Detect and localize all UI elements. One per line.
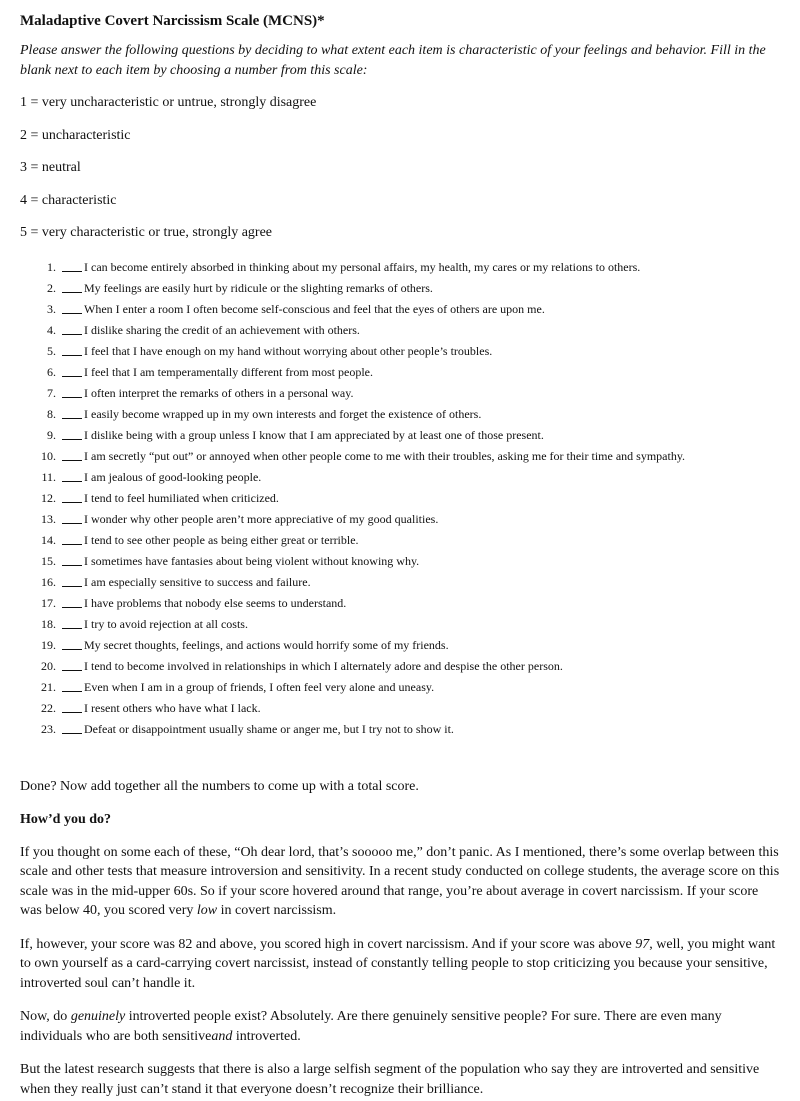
list-item [20,530,782,551]
answer-blank[interactable] [62,446,82,461]
item-number: 1. [47,259,56,274]
item-number: 19. [41,637,56,652]
list-item [20,425,782,446]
answer-blank[interactable] [62,530,82,545]
item-text: I am secretly “put out” or annoyed when other people come to me with their troubles, asking me for their time and sympathy. [84,448,686,463]
item-number: 21. [41,679,56,694]
list-item [20,446,782,467]
item-number: 16. [41,574,56,589]
item-number: 23. [41,721,56,736]
item-text: I am jealous of good-looking people. [84,469,262,484]
item-number: 13. [41,511,56,526]
emphasis-text: 97 [635,936,650,952]
item-number: 20. [41,658,56,673]
answer-blank[interactable] [62,341,82,356]
list-item [20,677,782,698]
list-item [20,299,782,320]
answer-blank[interactable] [62,488,82,503]
emphasis-text: and [211,1028,233,1044]
scale-option: 3 = neutral [20,160,81,175]
item-text: I sometimes have fantasies about being violent without knowing why. [84,553,420,568]
list-item [20,551,782,572]
item-text: I try to avoid rejection at all costs. [84,616,248,631]
answer-blank[interactable] [62,551,82,566]
list-item [20,320,782,341]
item-text: I feel that I have enough on my hand without worrying about other people’s troubles. [84,343,493,358]
list-item [20,593,782,614]
answer-blank[interactable] [62,719,82,734]
list-item [20,383,782,404]
instructions: Please answer the following questions by deciding to what extent each item is characteristic of your feelings and behavior. Fill in the blank next to each item by choosing a number from this scale: [20,43,766,78]
item-number: 17. [41,595,56,610]
answer-blank[interactable] [62,257,82,272]
item-text: My feelings are easily hurt by ridicule or the slighting remarks of others. [84,280,433,295]
item-number: 18. [41,616,56,631]
paragraph-text: If you thought on some each of these, “Oh dear lord, that’s sooooo me,” don’t panic. As I mentioned, there’s some overlap between this scale and other tests that measure introversion and sensitivity. In a recent study conducted on college students, the average score on this scale was in the mid-upper 60s. So if your score hovered around that range, you’re about average in covert narcissism. If your score was below 40, you scored very [20,844,780,918]
list-item [20,404,782,425]
page-title: Maladaptive Covert Narcissism Scale (MCNS)* [20,13,325,29]
item-text: I resent others who have what I lack. [84,700,261,715]
answer-blank[interactable] [62,278,82,293]
list-item [20,341,782,362]
list-item [20,614,782,635]
scale-option: 2 = uncharacteristic [20,127,131,143]
scale-option: 4 = characteristic [20,192,117,208]
scale-option: 5 = very characteristic or true, strongly agree [20,225,273,240]
item-text: Defeat or disappointment usually shame or anger me, but I try not to show it. [84,721,454,736]
emphasis-text: genuinely [70,1009,126,1024]
item-number: 12. [41,490,56,505]
answer-blank[interactable] [62,572,82,587]
rating-scale [20,94,782,242]
item-text: I wonder why other people aren’t more appreciative of my good qualities. [84,511,439,526]
answer-blank[interactable] [62,614,82,629]
answer-blank[interactable] [62,404,82,419]
paragraph-text: , well, you might want to own yourself as a card-carrying covert narcissist, instead of constantly telling people to stop criticizing you because your sensitive, introverted soul can’t handle it. [20,936,776,991]
item-number: 7. [47,385,56,400]
answer-blank[interactable] [62,383,82,398]
item-number: 5. [47,343,56,358]
answer-blank[interactable] [62,299,82,314]
item-text: I dislike being with a group unless I know that I am appreciated by at least one of those present. [84,427,544,442]
item-number: 15. [41,553,56,568]
item-number: 10. [41,448,56,463]
item-number: 6. [47,364,56,379]
list-item [20,635,782,656]
paragraph-text: introverted. [232,1028,301,1044]
answer-blank[interactable] [62,698,82,713]
list-item [20,572,782,593]
item-text: I easily become wrapped up in my own interests and forget the existence of others. [84,406,482,421]
list-item [20,509,782,530]
paragraph-text: in covert narcissism. [217,903,337,918]
answer-blank[interactable] [62,320,82,335]
results-heading: How’d you do? [20,811,112,827]
list-item [20,698,782,719]
item-text: I tend to become involved in relationships in which I alternately adore and despise the other person. [84,658,563,673]
paragraph-text: introverted people exist? Absolutely. Are there genuinely sensitive people? For sure. There are even many individuals who are both sensitive [20,1009,722,1044]
paragraph-scoring [20,843,782,921]
answer-blank[interactable] [62,677,82,692]
item-text: I often interpret the remarks of others in a personal way. [84,385,354,400]
list-item [20,656,782,677]
item-text: I feel that I am temperamentally different from most people. [84,364,374,379]
item-text: I tend to feel humiliated when criticized. [84,490,279,505]
questionnaire-items [20,257,782,740]
answer-blank[interactable] [62,593,82,608]
item-number: 4. [47,322,56,337]
answer-blank[interactable] [62,362,82,377]
item-number: 22. [41,700,56,715]
item-text: I have problems that nobody else seems to understand. [84,595,347,610]
list-item [20,719,782,740]
item-text: I tend to see other people as being either great or terrible. [84,532,359,547]
emphasis-text: low [196,903,218,918]
answer-blank[interactable] [62,656,82,671]
list-item [20,278,782,299]
item-number: 11. [41,469,56,484]
item-text: Even when I am in a group of friends, I often feel very alone and uneasy. [84,679,435,694]
item-number: 2. [47,280,56,295]
list-item [20,488,782,509]
item-number: 9. [47,427,56,442]
answer-blank[interactable] [62,467,82,482]
list-item [20,257,782,278]
list-item [20,362,782,383]
document-page [0,12,800,1099]
item-text: I can become entirely absorbed in thinking about my personal affairs, my health, my cares or my relations to others. [84,259,641,274]
paragraph-text: Now, do [20,1009,71,1024]
item-text: I dislike sharing the credit of an achievement with others. [84,322,360,337]
done-text: Done? Now add together all the numbers to come up with a total score. [20,778,419,794]
item-number: 3. [47,301,56,316]
paragraph-research: But the latest research suggests that there is also a large selfish segment of the population who say they are introverted and sensitive when they really just can’t stand it that everyone doesn’t recognize their brilliance. [20,1062,760,1097]
answer-blank[interactable] [62,635,82,650]
scale-option: 1 = very uncharacteristic or untrue, strongly disagree [20,95,317,110]
paragraph-text: If, however, your score was 82 and above, you scored high in covert narcissism. And if your score was above [20,936,636,952]
answer-blank[interactable] [62,425,82,440]
item-text: I am especially sensitive to success and failure. [84,574,311,589]
list-item [20,467,782,488]
answer-blank[interactable] [62,509,82,524]
item-number: 8. [47,406,56,421]
paragraph-high-score [20,935,782,994]
item-text: My secret thoughts, feelings, and actions would horrify some of my friends. [84,637,449,652]
item-number: 14. [41,532,56,547]
paragraph-introverts [20,1007,782,1046]
item-text: When I enter a room I often become self-conscious and feel that the eyes of others are upon me. [84,301,545,316]
